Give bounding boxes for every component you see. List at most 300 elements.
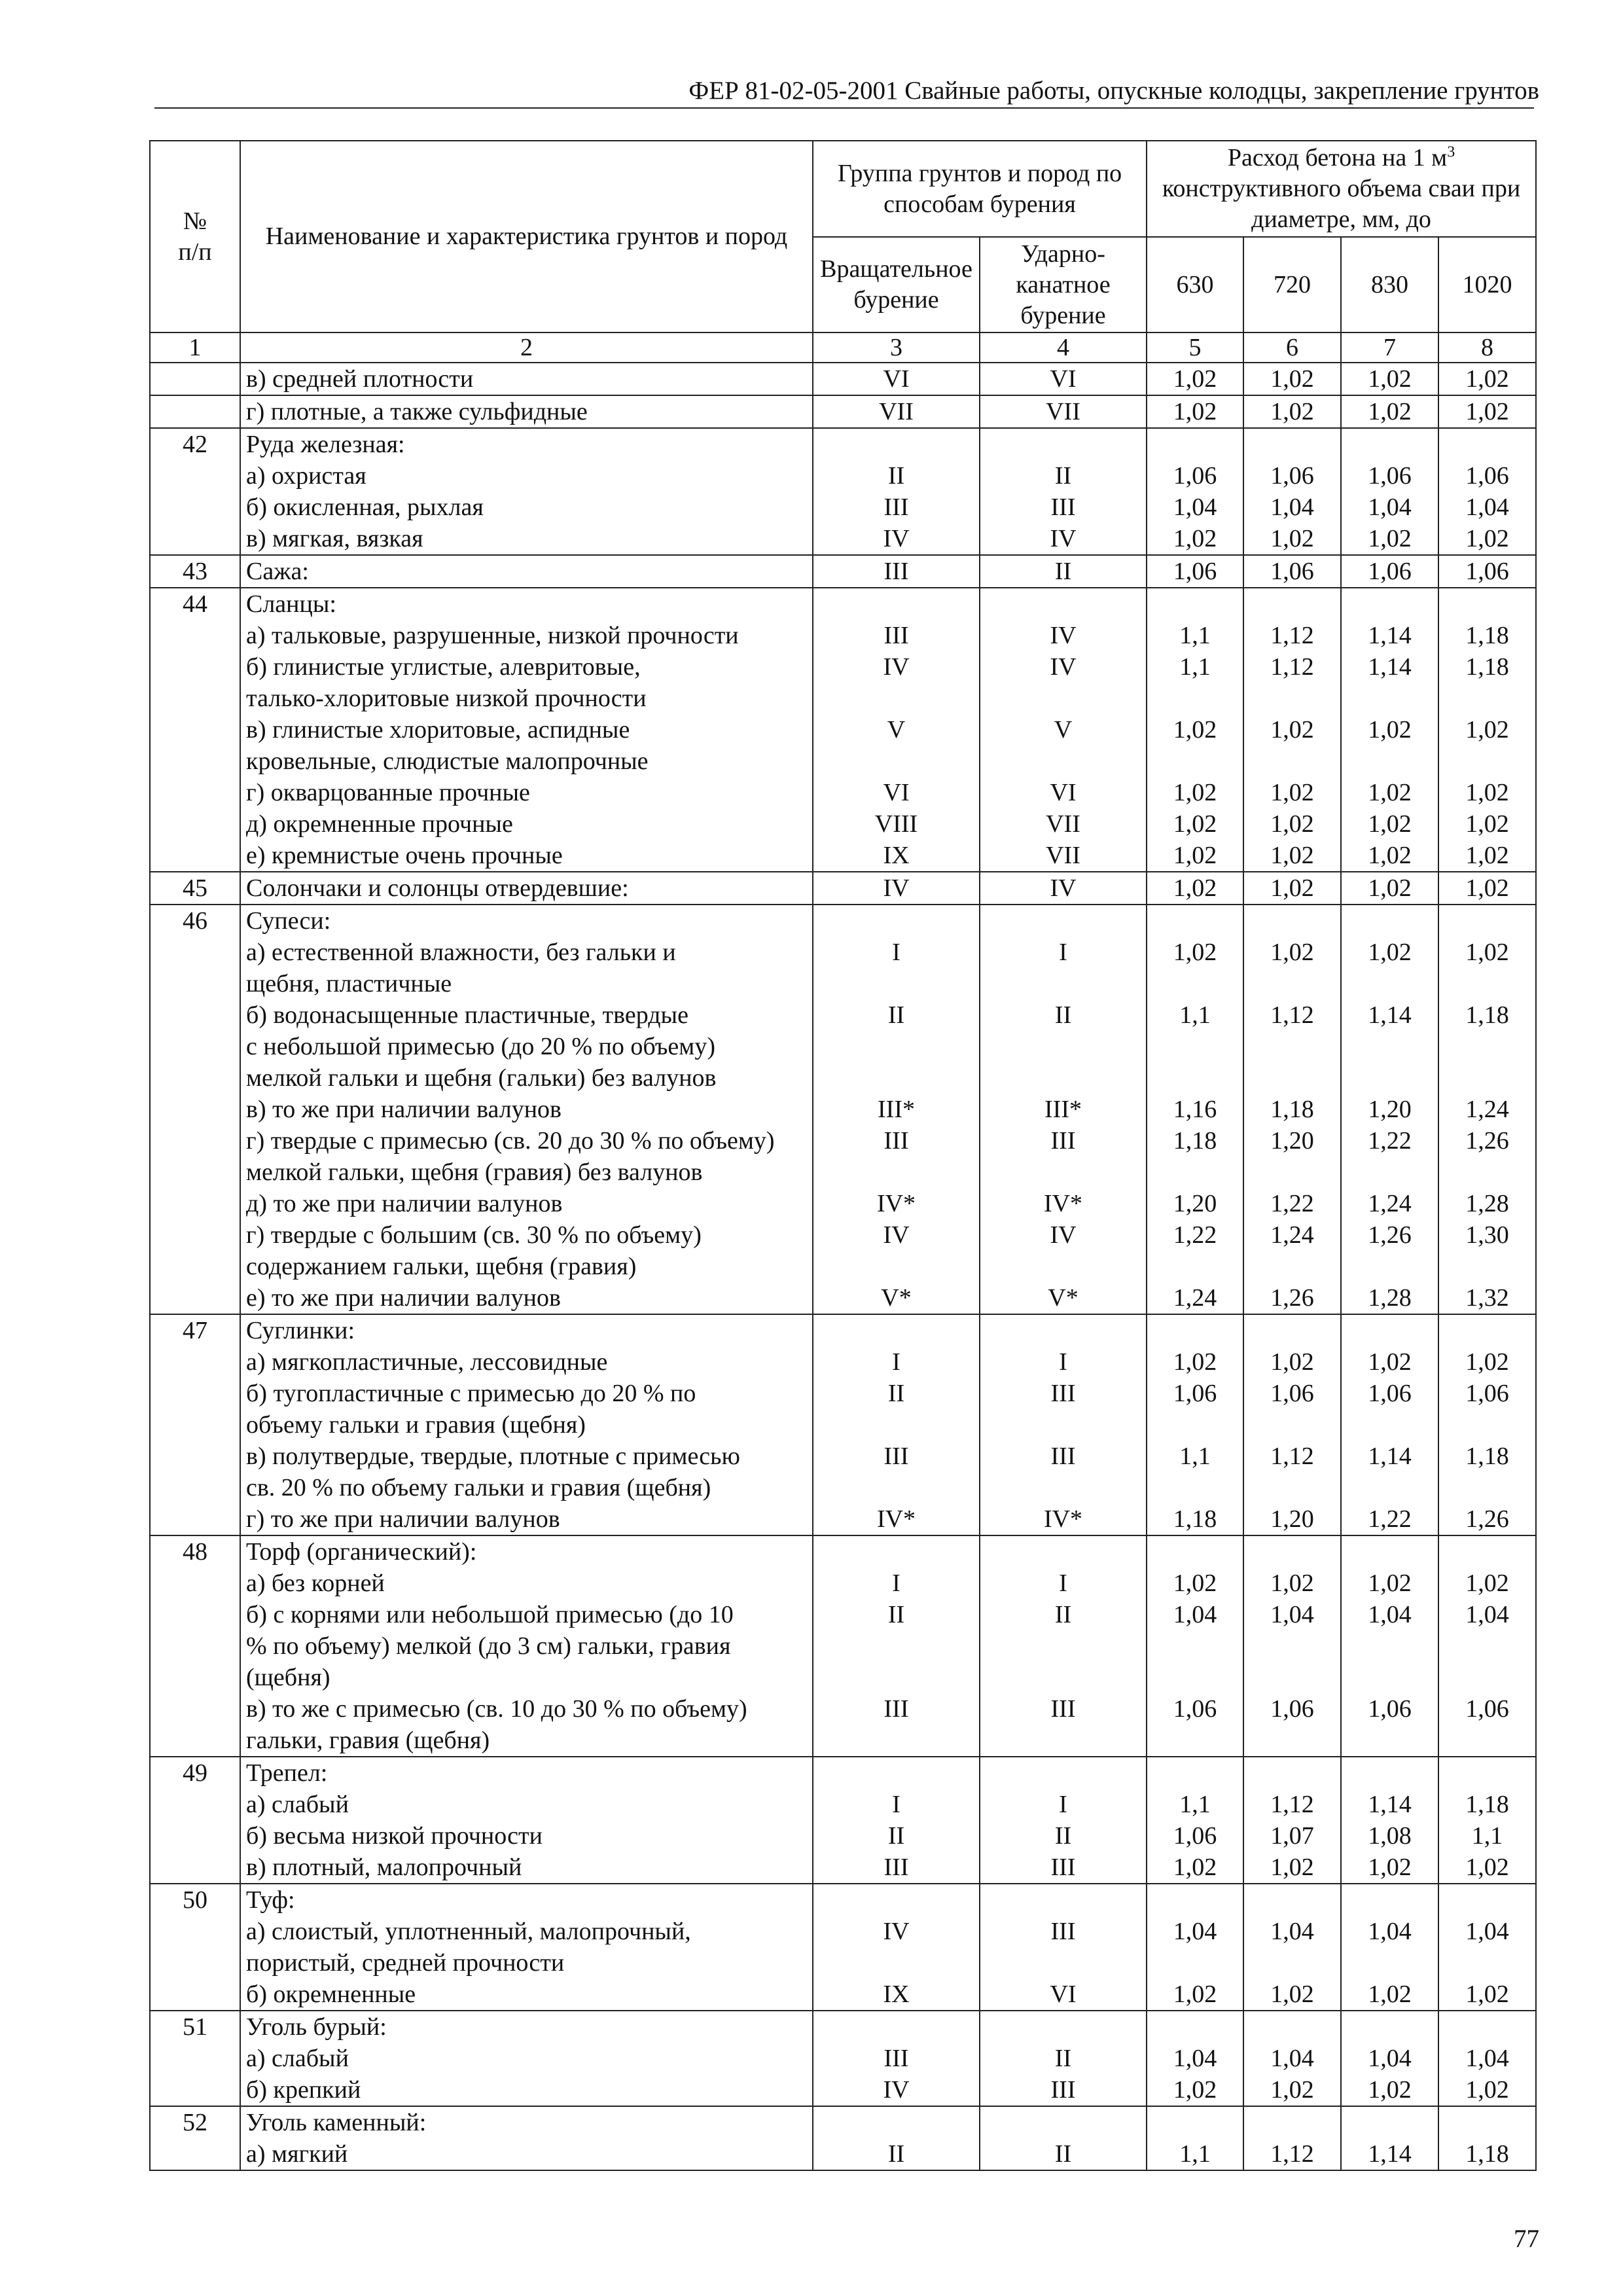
soil-name-line: а) слабый — [246, 2045, 349, 2072]
rotary-group-value: I — [892, 1791, 901, 1818]
rotary-group-value — [819, 1157, 974, 1188]
consumption-value — [1347, 1409, 1433, 1441]
consumption-1020-cell — [1438, 1314, 1536, 1535]
consumption-830-cell — [1341, 2011, 1438, 2106]
consumption-value: 1,04 — [1173, 1918, 1217, 1945]
table-row — [150, 555, 1536, 588]
soil-name-line: (щебня) — [246, 1664, 330, 1691]
percussion-group-value: II — [1054, 462, 1072, 490]
consumption-value — [1152, 1031, 1238, 1062]
consumption-value — [1444, 2011, 1530, 2043]
consumption-value — [1347, 1725, 1433, 1756]
table-row — [150, 1757, 1536, 1884]
consumption-value — [1152, 1662, 1238, 1693]
percussion-group-value: III — [1050, 1127, 1076, 1155]
soil-name-line: содержанием гальки, щебня (гравия) — [246, 1253, 637, 1280]
consumption-value: 1,02 — [1465, 1570, 1509, 1597]
rotary-group-value — [819, 1031, 974, 1062]
consumption-830-cell — [1341, 1314, 1438, 1535]
consumption-value: 1,02 — [1465, 525, 1509, 552]
consumption-value: 1,02 — [1368, 874, 1412, 902]
percussion-group-value: IV — [1050, 1221, 1077, 1249]
soil-name-line: б) крепкий — [246, 2076, 361, 2104]
row-number-cell — [150, 428, 240, 555]
percussion-group-cell — [980, 1884, 1147, 2011]
percussion-group-value — [986, 1062, 1141, 1094]
consumption-value: 1,02 — [1270, 1570, 1314, 1597]
row-number: 47 — [183, 1317, 207, 1344]
header-num — [150, 141, 240, 332]
soil-name-cell — [240, 2106, 813, 2170]
consumption-value: 1,22 — [1368, 1505, 1412, 1533]
consumption-value — [1249, 683, 1335, 714]
consumption-720-cell — [1243, 1314, 1341, 1535]
consumption-value: 1,02 — [1465, 365, 1509, 393]
percussion-group-cell — [980, 2011, 1147, 2106]
consumption-value — [1249, 1757, 1335, 1789]
soil-name-line: д) окремненные прочные — [246, 810, 513, 838]
soil-name-line: гальки, гравия (щебня) — [246, 1727, 490, 1754]
consumption-value: 1,02 — [1465, 779, 1509, 806]
soil-concrete-table — [149, 140, 1537, 2171]
consumption-630-cell — [1147, 2011, 1243, 2106]
consumption-value — [1347, 1947, 1433, 1979]
rotary-group-value — [819, 2011, 974, 2043]
soil-name-line: в) то же при наличии валунов — [246, 1096, 562, 1123]
soil-name-line: г) твердые с большим (св. 30 % по объему) — [246, 1221, 702, 1249]
column-number: 7 — [1341, 332, 1438, 363]
percussion-group-cell — [980, 555, 1147, 588]
consumption-720-cell — [1243, 363, 1341, 395]
percussion-group-cell — [980, 2106, 1147, 2170]
soil-name-cell — [240, 905, 813, 1314]
page-number: 77 — [1514, 2225, 1539, 2253]
rotary-group-value: VII — [879, 398, 914, 425]
percussion-group-value: I — [1059, 1570, 1067, 1597]
rotary-group-cell — [813, 2011, 980, 2106]
table-row — [150, 2011, 1536, 2106]
rotary-group-value: III — [883, 1695, 909, 1723]
consumption-value: 1,20 — [1270, 1127, 1314, 1155]
consumption-value: 1,04 — [1368, 2045, 1412, 2072]
table-body — [150, 332, 1536, 2170]
consumption-value: 1,02 — [1270, 1981, 1314, 2008]
consumption-value: 1,02 — [1173, 716, 1217, 744]
table-row — [150, 872, 1536, 905]
row-number-cell — [150, 395, 240, 428]
percussion-group-value: I — [1059, 1791, 1067, 1818]
consumption-830-cell — [1341, 588, 1438, 872]
table-row — [150, 1314, 1536, 1535]
consumption-value: 1,02 — [1465, 2076, 1509, 2104]
consumption-630-cell — [1147, 872, 1243, 905]
header-diameter: 630 — [1147, 237, 1243, 332]
row-number: 52 — [183, 2109, 207, 2136]
consumption-720-cell — [1243, 555, 1341, 588]
header-name: Наименование и характеристика грунтов и пород — [240, 141, 813, 332]
consumption-value — [1152, 905, 1238, 937]
consumption-value — [1249, 429, 1335, 460]
rotary-group-value — [819, 1536, 974, 1568]
consumption-value: 1,02 — [1368, 939, 1412, 966]
consumption-value: 1,1 — [1179, 653, 1211, 681]
consumption-1020-cell — [1438, 1535, 1536, 1757]
soil-name-line: кровельные, слюдистые малопрочные — [246, 747, 649, 775]
rotary-group-value — [819, 683, 974, 714]
consumption-value — [1444, 1662, 1530, 1693]
soil-name-line: в) мягкая, вязкая — [246, 525, 423, 552]
percussion-group-value — [986, 1947, 1141, 1979]
header-diameter: 1020 — [1438, 237, 1536, 332]
consumption-value — [1152, 1409, 1238, 1441]
consumption-value: 1,04 — [1368, 493, 1412, 521]
consumption-value — [1347, 968, 1433, 999]
soil-name-line: д) то же при наличии валунов — [246, 1190, 563, 1217]
rotary-group-value: I — [892, 939, 901, 966]
percussion-group-value: III — [1050, 493, 1076, 521]
consumption-value: 1,04 — [1270, 1601, 1314, 1628]
table-row — [150, 2106, 1536, 2170]
consumption-value — [1249, 1884, 1335, 1916]
percussion-group-value — [986, 905, 1141, 937]
table-header — [150, 141, 1536, 332]
row-number-cell — [150, 2011, 240, 2106]
rotary-group-value — [819, 2107, 974, 2138]
consumption-value: 1,14 — [1368, 2140, 1412, 2168]
percussion-group-value: III — [1050, 1695, 1076, 1723]
column-number: 2 — [240, 332, 813, 363]
consumption-1020-cell — [1438, 1884, 1536, 2011]
consumption-value — [1249, 1409, 1335, 1441]
consumption-720-cell — [1243, 2106, 1341, 2170]
rotary-group-value — [819, 1251, 974, 1282]
consumption-value — [1444, 2107, 1530, 2138]
percussion-group-value: I — [1059, 939, 1067, 966]
consumption-630-cell — [1147, 1757, 1243, 1884]
rotary-group-value: I — [892, 1570, 901, 1597]
consumption-value — [1152, 1062, 1238, 1094]
percussion-group-value: III — [1050, 2076, 1076, 2104]
consumption-value: 1,02 — [1465, 842, 1509, 869]
consumption-value: 1,22 — [1173, 1221, 1217, 1249]
consumption-value: 1,06 — [1465, 1695, 1509, 1723]
soil-name-line: Суглинки: — [246, 1317, 355, 1344]
consumption-value: 1,02 — [1173, 1570, 1217, 1597]
soil-name-cell — [240, 2011, 813, 2106]
consumption-value: 1,06 — [1368, 558, 1412, 585]
rotary-group-value: VI — [883, 365, 910, 393]
consumption-value — [1249, 1630, 1335, 1662]
soil-name-line: Трепел: — [246, 1759, 328, 1787]
rotary-group-value — [819, 1472, 974, 1503]
soil-name-line: а) тальковые, разрушенные, низкой прочности — [246, 622, 739, 649]
rotary-group-value — [819, 905, 974, 937]
percussion-group-value — [986, 1630, 1141, 1662]
consumption-830-cell — [1341, 1535, 1438, 1757]
consumption-value — [1347, 1757, 1433, 1789]
rotary-group-value: IV — [883, 653, 910, 681]
consumption-value: 1,1 — [1179, 1443, 1211, 1470]
soil-name-line: а) естественной влажности, без гальки и — [246, 939, 676, 966]
running-header: ФЕР 81-02-05-2001 Свайные работы, опускные колодцы, закрепление грунтов — [688, 77, 1539, 105]
row-number: 42 — [183, 431, 207, 458]
consumption-value — [1444, 1031, 1530, 1062]
consumption-value: 1,04 — [1173, 493, 1217, 521]
soil-name-line: б) весьма низкой прочности — [246, 1822, 543, 1850]
soil-name-line: г) плотные, а также сульфидные — [246, 398, 588, 425]
consumption-value — [1347, 1884, 1433, 1916]
soil-name-cell — [240, 1884, 813, 2011]
consumption-830-cell — [1341, 363, 1438, 395]
consumption-value — [1444, 1630, 1530, 1662]
rotary-group-value: IV* — [876, 1190, 916, 1217]
rotary-group-value: II — [887, 462, 905, 490]
rotary-group-value: V* — [881, 1284, 912, 1312]
rotary-group-value — [819, 1315, 974, 1346]
table-row — [150, 588, 1536, 872]
percussion-group-value — [986, 1157, 1141, 1188]
soil-name-line: е) то же при наличии валунов — [246, 1284, 561, 1312]
consumption-value — [1347, 1031, 1433, 1062]
header-rule — [154, 107, 1534, 109]
consumption-value — [1152, 1947, 1238, 1979]
consumption-value: 1,04 — [1270, 493, 1314, 521]
consumption-1020-cell — [1438, 905, 1536, 1314]
row-number: 48 — [183, 1538, 207, 1566]
consumption-value: 1,04 — [1465, 1601, 1509, 1628]
rotary-group-value: VIII — [874, 810, 918, 838]
column-number: 5 — [1147, 332, 1243, 363]
consumption-value: 1,06 — [1173, 462, 1217, 490]
consumption-630-cell — [1147, 555, 1243, 588]
consumption-value: 1,07 — [1270, 1822, 1314, 1850]
consumption-value: 1,02 — [1465, 810, 1509, 838]
consumption-830-cell — [1341, 395, 1438, 428]
soil-name-line: г) окварцованные прочные — [246, 779, 530, 806]
consumption-value: 1,26 — [1368, 1221, 1412, 1249]
percussion-group-cell — [980, 872, 1147, 905]
consumption-value: 1,02 — [1270, 716, 1314, 744]
percussion-group-value: II — [1054, 1601, 1072, 1628]
consumption-value: 1,1 — [1471, 1822, 1503, 1850]
soil-name-line: мелкой гальки и щебня (гальки) без валунов — [246, 1064, 717, 1092]
rotary-group-value — [819, 745, 974, 777]
row-number: 46 — [183, 907, 207, 935]
soil-name-line: а) мягкопластичные, лессовидные — [246, 1348, 608, 1376]
row-number-cell — [150, 1757, 240, 1884]
soil-name-cell — [240, 872, 813, 905]
percussion-group-value: V* — [1048, 1284, 1079, 1312]
column-number: 4 — [980, 332, 1147, 363]
consumption-value — [1249, 1031, 1335, 1062]
percussion-group-value — [986, 1884, 1141, 1916]
percussion-group-value — [986, 1315, 1141, 1346]
percussion-group-value: VII — [1046, 810, 1080, 838]
percussion-group-value — [986, 1536, 1141, 1568]
row-number: 45 — [183, 874, 207, 902]
soil-name-line: св. 20 % по объему гальки и гравия (щебня) — [246, 1474, 711, 1501]
consumption-value — [1444, 1884, 1530, 1916]
consumption-value: 1,02 — [1270, 365, 1314, 393]
soil-name-line: щебня, пластичные — [246, 970, 452, 997]
consumption-value: 1,06 — [1270, 462, 1314, 490]
header-diameter: 830 — [1341, 237, 1438, 332]
consumption-value — [1249, 1725, 1335, 1756]
soil-name-cell — [240, 363, 813, 395]
row-number-cell — [150, 2106, 240, 2170]
percussion-group-cell — [980, 363, 1147, 395]
rotary-group-cell — [813, 872, 980, 905]
consumption-value: 1,04 — [1368, 1601, 1412, 1628]
rotary-group-value — [819, 1630, 974, 1662]
consumption-value — [1249, 2107, 1335, 2138]
table-row — [150, 395, 1536, 428]
column-number-row — [150, 332, 1536, 363]
consumption-630-cell — [1147, 2106, 1243, 2170]
percussion-group-value: IV* — [1043, 1505, 1083, 1533]
soil-name-line: в) средней плотности — [246, 365, 474, 393]
percussion-group-value: III — [1050, 1443, 1076, 1470]
consumption-830-cell — [1341, 1757, 1438, 1884]
percussion-group-value: III — [1050, 1380, 1076, 1407]
consumption-630-cell — [1147, 363, 1243, 395]
soil-name-line: Сажа: — [246, 558, 309, 585]
consumption-630-cell — [1147, 1535, 1243, 1757]
consumption-value — [1444, 429, 1530, 460]
consumption-value: 1,02 — [1270, 842, 1314, 869]
percussion-group-cell — [980, 588, 1147, 872]
consumption-830-cell — [1341, 2106, 1438, 2170]
consumption-value: 1,04 — [1465, 2045, 1509, 2072]
rotary-group-value: III* — [878, 1096, 915, 1123]
row-number: 51 — [183, 2013, 207, 2041]
consumption-value: 1,02 — [1368, 398, 1412, 425]
consumption-630-cell — [1147, 428, 1243, 555]
consumption-value — [1444, 1315, 1530, 1346]
percussion-group-value — [986, 1662, 1141, 1693]
consumption-value: 1,18 — [1173, 1127, 1217, 1155]
consumption-value: 1,24 — [1173, 1284, 1217, 1312]
soil-name-line: е) кремнистые очень прочные — [246, 842, 563, 869]
consumption-value: 1,02 — [1465, 1981, 1509, 2008]
soil-name-line: мелкой гальки, щебня (гравия) без валунов — [246, 1158, 703, 1186]
consumption-value: 1,02 — [1465, 716, 1509, 744]
consumption-value: 1,18 — [1173, 1505, 1217, 1533]
soil-name-line: а) слоистый, уплотненный, малопрочный, — [246, 1918, 691, 1945]
consumption-1020-cell — [1438, 1757, 1536, 1884]
consumption-value: 1,28 — [1368, 1284, 1412, 1312]
percussion-group-value: II — [1054, 1822, 1072, 1850]
consumption-value: 1,04 — [1173, 1601, 1217, 1628]
consumption-value — [1152, 1315, 1238, 1346]
consumption-720-cell — [1243, 395, 1341, 428]
percussion-group-value — [986, 1725, 1141, 1756]
consumption-value: 1,02 — [1173, 874, 1217, 902]
consumption-value — [1249, 1536, 1335, 1568]
consumption-830-cell — [1341, 872, 1438, 905]
consumption-value: 1,02 — [1368, 1570, 1412, 1597]
percussion-group-cell — [980, 428, 1147, 555]
consumption-830-cell — [1341, 428, 1438, 555]
rotary-group-value — [819, 588, 974, 620]
percussion-group-value — [986, 683, 1141, 714]
rotary-group-cell — [813, 428, 980, 555]
rotary-group-value: IV* — [876, 1505, 916, 1533]
consumption-value: 1,18 — [1270, 1096, 1314, 1123]
soil-name-line: Сланцы: — [246, 590, 336, 618]
consumption-value — [1347, 2011, 1433, 2043]
consumption-value: 1,02 — [1368, 842, 1412, 869]
consumption-value: 1,02 — [1270, 1854, 1314, 1881]
percussion-group-value: III — [1050, 1854, 1076, 1881]
column-number: 1 — [150, 332, 240, 363]
header-consumption-sup: 3 — [1447, 143, 1455, 161]
row-number: 49 — [183, 1759, 207, 1787]
consumption-value: 1,30 — [1465, 1221, 1509, 1249]
consumption-value — [1347, 1062, 1433, 1094]
rotary-group-value: V — [887, 716, 906, 744]
rotary-group-value: III — [883, 2045, 909, 2072]
consumption-value: 1,14 — [1368, 622, 1412, 649]
consumption-value — [1444, 1409, 1530, 1441]
header-diameter: 720 — [1243, 237, 1341, 332]
consumption-value — [1347, 905, 1433, 937]
consumption-value — [1347, 1251, 1433, 1282]
consumption-value — [1347, 1157, 1433, 1188]
consumption-value — [1249, 1062, 1335, 1094]
percussion-group-value — [986, 968, 1141, 999]
percussion-group-cell — [980, 905, 1147, 1314]
consumption-value: 1,1 — [1179, 1791, 1211, 1818]
consumption-value — [1444, 1725, 1530, 1756]
rotary-group-value: IV — [883, 525, 910, 552]
consumption-value: 1,02 — [1465, 874, 1509, 902]
percussion-group-value: VII — [1046, 842, 1080, 869]
consumption-value: 1,16 — [1173, 1096, 1217, 1123]
consumption-value: 1,26 — [1465, 1505, 1509, 1533]
rotary-group-value — [819, 1062, 974, 1094]
consumption-value — [1152, 745, 1238, 777]
consumption-630-cell — [1147, 395, 1243, 428]
percussion-group-value: II — [1054, 1001, 1072, 1029]
rotary-group-value: IV — [883, 1918, 910, 1945]
row-number-cell — [150, 1884, 240, 2011]
consumption-value: 1,20 — [1173, 1190, 1217, 1217]
consumption-value — [1347, 588, 1433, 620]
consumption-1020-cell — [1438, 2011, 1536, 2106]
consumption-value: 1,06 — [1368, 462, 1412, 490]
soil-name-line: в) то же с примесью (св. 10 до 30 % по объему) — [246, 1695, 747, 1723]
consumption-value — [1249, 1157, 1335, 1188]
consumption-value — [1249, 905, 1335, 937]
consumption-value: 1,02 — [1270, 1348, 1314, 1376]
rotary-group-value — [819, 429, 974, 460]
consumption-value — [1347, 1662, 1433, 1693]
rotary-group-cell — [813, 2106, 980, 2170]
consumption-value: 1,04 — [1173, 2045, 1217, 2072]
soil-name-line: Торф (органический): — [246, 1538, 477, 1566]
soil-name-line: а) без корней — [246, 1570, 385, 1597]
consumption-value: 1,14 — [1368, 1791, 1412, 1818]
rotary-group-cell — [813, 395, 980, 428]
consumption-value: 1,06 — [1465, 558, 1509, 585]
rotary-group-cell — [813, 1314, 980, 1535]
consumption-value: 1,02 — [1173, 2076, 1217, 2104]
consumption-value — [1444, 1157, 1530, 1188]
soil-name-cell — [240, 555, 813, 588]
consumption-value — [1444, 588, 1530, 620]
rotary-group-value: II — [887, 2140, 905, 2168]
